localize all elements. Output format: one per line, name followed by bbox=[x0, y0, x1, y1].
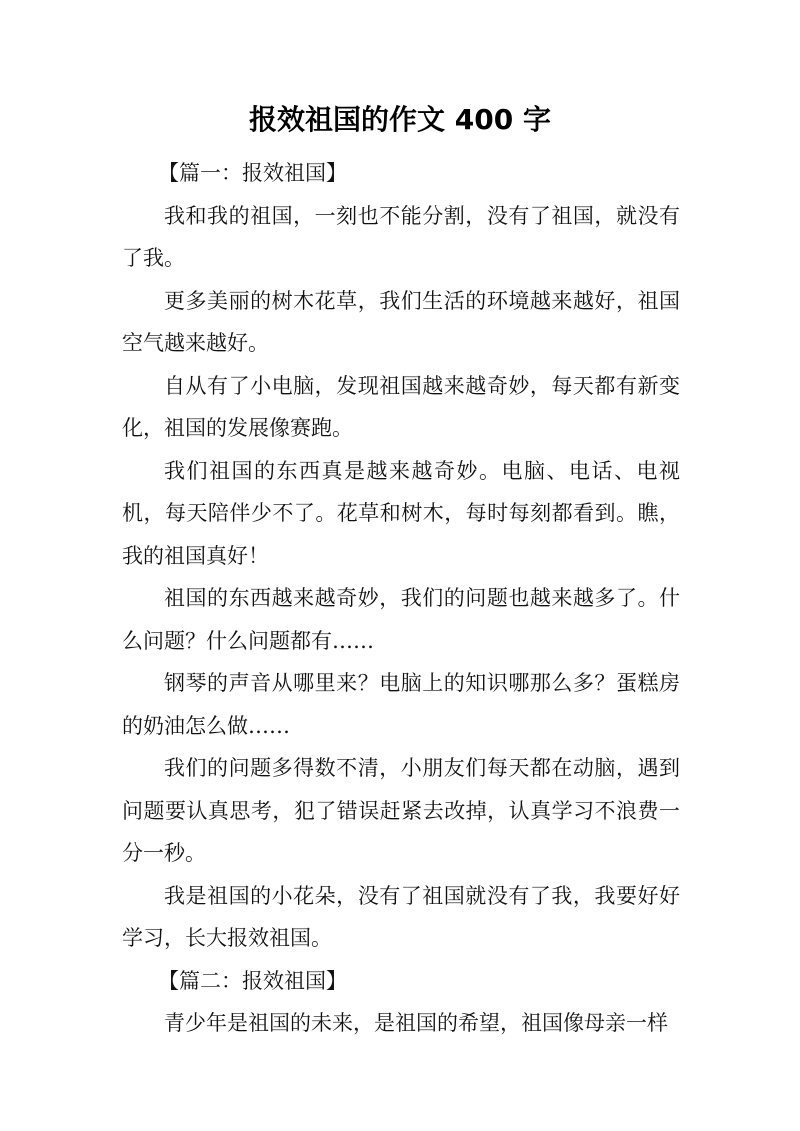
paragraph: 我们祖国的东西真是越来越奇妙。电脑、电话、电视机，每天陪伴少不了。花草和树木，每时每刻都看到。瞧，我的祖国真好！ bbox=[122, 458, 680, 568]
section-heading-2: 【篇二：报效祖国】 bbox=[158, 968, 347, 993]
paragraph: 青少年是祖国的未来，是祖国的希望，祖国像母亲一样 bbox=[164, 1011, 668, 1035]
document-body bbox=[122, 152, 680, 1045]
paragraph: 自从有了小电脑，发现祖国越来越奇妙，每天都有新变化，祖国的发展像赛跑。 bbox=[122, 373, 680, 440]
document-title: 报效祖国的作文 400 字 bbox=[249, 103, 551, 136]
paragraph: 祖国的东西越来越奇妙，我们的问题也越来越多了。什么问题？什么问题都有…… bbox=[122, 586, 680, 653]
paragraph: 我们的问题多得数不清，小朋友们每天都在动脑，遇到问题要认真思考，犯了错误赶紧去改掉，认真学习不浪费一分一秒。 bbox=[122, 756, 680, 865]
paragraph: 钢琴的声音从哪里来？电脑上的知识哪那么多？蛋糕房的奶油怎么做…… bbox=[122, 671, 680, 738]
paragraph: 更多美丽的树木花草，我们生活的环境越来越好，祖国空气越来越好。 bbox=[122, 288, 680, 355]
paragraph: 我是祖国的小花朵，没有了祖国就没有了我，我要好好学习，长大报效祖国。 bbox=[122, 883, 680, 950]
paragraph: 我和我的祖国，一刻也不能分割，没有了祖国，就没有了我。 bbox=[122, 203, 680, 270]
section-heading-1: 【篇一：报效祖国】 bbox=[158, 161, 347, 185]
